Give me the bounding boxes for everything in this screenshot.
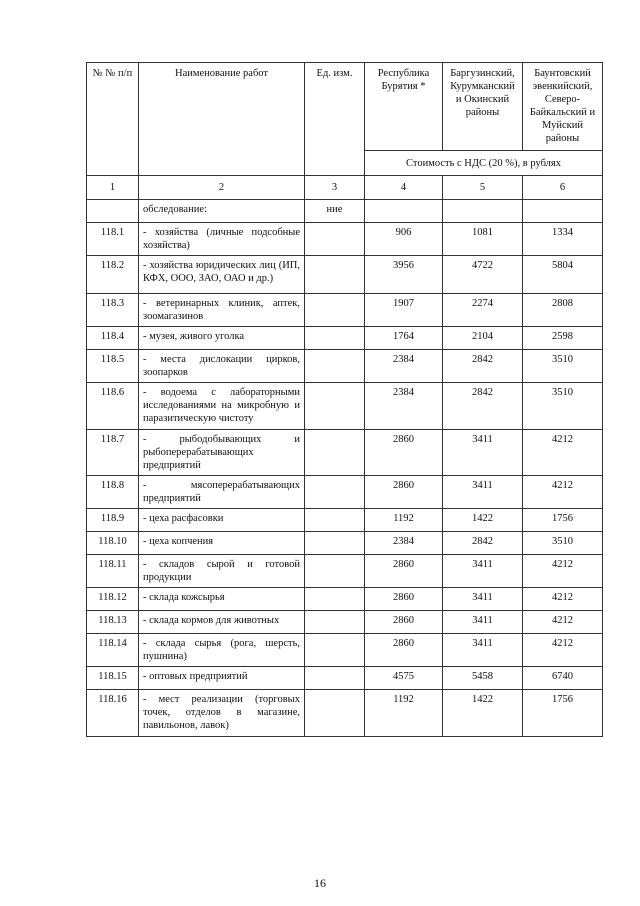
table-row <box>87 223 603 256</box>
row-unit <box>305 532 365 555</box>
row-number: 118.1 <box>87 223 139 256</box>
table-row <box>87 611 603 634</box>
row-number: 118.15 <box>87 667 139 690</box>
row-price-col4: 2860 <box>365 588 443 611</box>
row-price-col6: 1756 <box>523 509 603 532</box>
header-unit: Ед. изм. <box>305 63 365 176</box>
row-unit <box>305 350 365 383</box>
row-price-col6: 4212 <box>523 476 603 509</box>
table-row <box>87 430 603 476</box>
page-number: 16 <box>314 876 326 890</box>
row-unit <box>305 555 365 588</box>
row-price-col6: 4212 <box>523 634 603 667</box>
table-row <box>87 509 603 532</box>
row-number: 118.4 <box>87 327 139 350</box>
row-price-col5: 3411 <box>443 634 523 667</box>
table-row <box>87 350 603 383</box>
row-name: - хозяйства юридических лиц (ИП, КФХ, ООО, ЗАО, ОАО и др.) <box>139 256 305 294</box>
row-name: - мест реализации (торговых точек, отделов в магазине, павильонов, лавок) <box>139 690 305 737</box>
table-row <box>87 476 603 509</box>
row-price-col4: 2860 <box>365 611 443 634</box>
table-row <box>87 634 603 667</box>
row-price-col6: 6740 <box>523 667 603 690</box>
row-number: 118.11 <box>87 555 139 588</box>
table-row <box>87 555 603 588</box>
row-price-col6: 3510 <box>523 532 603 555</box>
row-name: - места дислокации цирков, зоопарков <box>139 350 305 383</box>
row-unit <box>305 256 365 294</box>
row-price-col4: 2384 <box>365 383 443 430</box>
row-number: 118.8 <box>87 476 139 509</box>
table-row <box>87 532 603 555</box>
row-number: 118.9 <box>87 509 139 532</box>
row-name: - цеха копчения <box>139 532 305 555</box>
row-price-col5: 3411 <box>443 611 523 634</box>
row-price-col6: 3510 <box>523 383 603 430</box>
row-price-col5: 1422 <box>443 690 523 737</box>
row-unit <box>305 223 365 256</box>
row-price-col6: 4212 <box>523 555 603 588</box>
row-number: 118.12 <box>87 588 139 611</box>
row-price-col5: 2104 <box>443 327 523 350</box>
row-price-col6: 4212 <box>523 588 603 611</box>
row-name: - мясоперерабатывающих предприятий <box>139 476 305 509</box>
header-num: № № п/п <box>87 63 139 176</box>
row-name: - оптовых предприятий <box>139 667 305 690</box>
intro-unit: ние <box>305 200 365 223</box>
row-name: - склада сырья (рога, шерсть, пушнина) <box>139 634 305 667</box>
row-price-col5: 2274 <box>443 294 523 327</box>
row-number: 118.13 <box>87 611 139 634</box>
row-price-col4: 2860 <box>365 634 443 667</box>
row-price-col5: 4722 <box>443 256 523 294</box>
row-number: 118.2 <box>87 256 139 294</box>
row-price-col5: 1422 <box>443 509 523 532</box>
table-row <box>87 327 603 350</box>
row-unit <box>305 667 365 690</box>
row-price-col4: 2860 <box>365 430 443 476</box>
row-name: - водоема с лабораторными исследованиями на микробную и паразитическую чистоту <box>139 383 305 430</box>
row-name: - склада кормов для животных <box>139 611 305 634</box>
table-row <box>87 690 603 737</box>
row-price-col6: 5804 <box>523 256 603 294</box>
row-unit <box>305 634 365 667</box>
row-price-col6: 2808 <box>523 294 603 327</box>
column-number: 3 <box>305 176 365 200</box>
row-price-col6: 4212 <box>523 611 603 634</box>
row-name: - цеха расфасовки <box>139 509 305 532</box>
row-number: 118.10 <box>87 532 139 555</box>
row-price-col4: 1907 <box>365 294 443 327</box>
header-row <box>87 63 603 151</box>
row-price-col4: 3956 <box>365 256 443 294</box>
row-name: - склада кожсырья <box>139 588 305 611</box>
column-number: 6 <box>523 176 603 200</box>
row-price-col4: 906 <box>365 223 443 256</box>
row-price-col4: 1764 <box>365 327 443 350</box>
row-price-col5: 3411 <box>443 588 523 611</box>
header-col4: Республика Бурятия * <box>365 63 443 151</box>
row-name: - ветеринарных клиник, аптек, зоомагазинов <box>139 294 305 327</box>
column-number: 4 <box>365 176 443 200</box>
row-price-col5: 3411 <box>443 476 523 509</box>
row-price-col6: 4212 <box>523 430 603 476</box>
row-price-col5: 2842 <box>443 350 523 383</box>
row-price-col4: 2860 <box>365 476 443 509</box>
row-price-col5: 2842 <box>443 383 523 430</box>
row-name: - хозяйства (личные подсобные хозяйства) <box>139 223 305 256</box>
row-price-col5: 5458 <box>443 667 523 690</box>
row-name: - рыбодобывающих и рыбоперерабатывающих предприятий <box>139 430 305 476</box>
row-price-col6: 1756 <box>523 690 603 737</box>
row-number: 118.14 <box>87 634 139 667</box>
column-number: 5 <box>443 176 523 200</box>
table-row <box>87 588 603 611</box>
row-unit <box>305 294 365 327</box>
row-price-col4: 2384 <box>365 532 443 555</box>
row-number: 118.16 <box>87 690 139 737</box>
row-price-col5: 2842 <box>443 532 523 555</box>
row-unit <box>305 509 365 532</box>
row-price-col5: 1081 <box>443 223 523 256</box>
table-row <box>87 383 603 430</box>
table-row <box>87 294 603 327</box>
row-price-col5: 3411 <box>443 555 523 588</box>
row-name: - складов сырой и готовой продукции <box>139 555 305 588</box>
row-unit <box>305 430 365 476</box>
column-number-row <box>87 176 603 200</box>
row-price-col4: 2860 <box>365 555 443 588</box>
row-price-col6: 1334 <box>523 223 603 256</box>
table-row <box>87 667 603 690</box>
row-number: 118.7 <box>87 430 139 476</box>
row-unit <box>305 383 365 430</box>
header-col5: Баргузинский, Курумканский и Окинский районы <box>443 63 523 151</box>
row-unit <box>305 690 365 737</box>
row-unit <box>305 588 365 611</box>
column-number: 1 <box>87 176 139 200</box>
row-unit <box>305 611 365 634</box>
row-number: 118.5 <box>87 350 139 383</box>
row-price-col4: 2384 <box>365 350 443 383</box>
row-price-col6: 2598 <box>523 327 603 350</box>
intro-name: обследование: <box>139 200 305 223</box>
row-unit <box>305 327 365 350</box>
row-unit <box>305 476 365 509</box>
row-price-col4: 1192 <box>365 690 443 737</box>
row-price-col4: 4575 <box>365 667 443 690</box>
row-name: - музея, живого уголка <box>139 327 305 350</box>
table-row <box>87 256 603 294</box>
row-price-col4: 1192 <box>365 509 443 532</box>
intro-row <box>87 200 603 223</box>
row-number: 118.6 <box>87 383 139 430</box>
table-body <box>87 223 603 737</box>
header-col6: Баунтовский эвенкийский, Северо-Байкальский и Муйский районы <box>523 63 603 151</box>
row-number: 118.3 <box>87 294 139 327</box>
row-price-col6: 3510 <box>523 350 603 383</box>
price-table <box>86 62 603 737</box>
row-price-col5: 3411 <box>443 430 523 476</box>
header-name: Наименование работ <box>139 63 305 176</box>
header-cost: Стоимость с НДС (20 %), в рублях <box>365 151 603 176</box>
column-number: 2 <box>139 176 305 200</box>
